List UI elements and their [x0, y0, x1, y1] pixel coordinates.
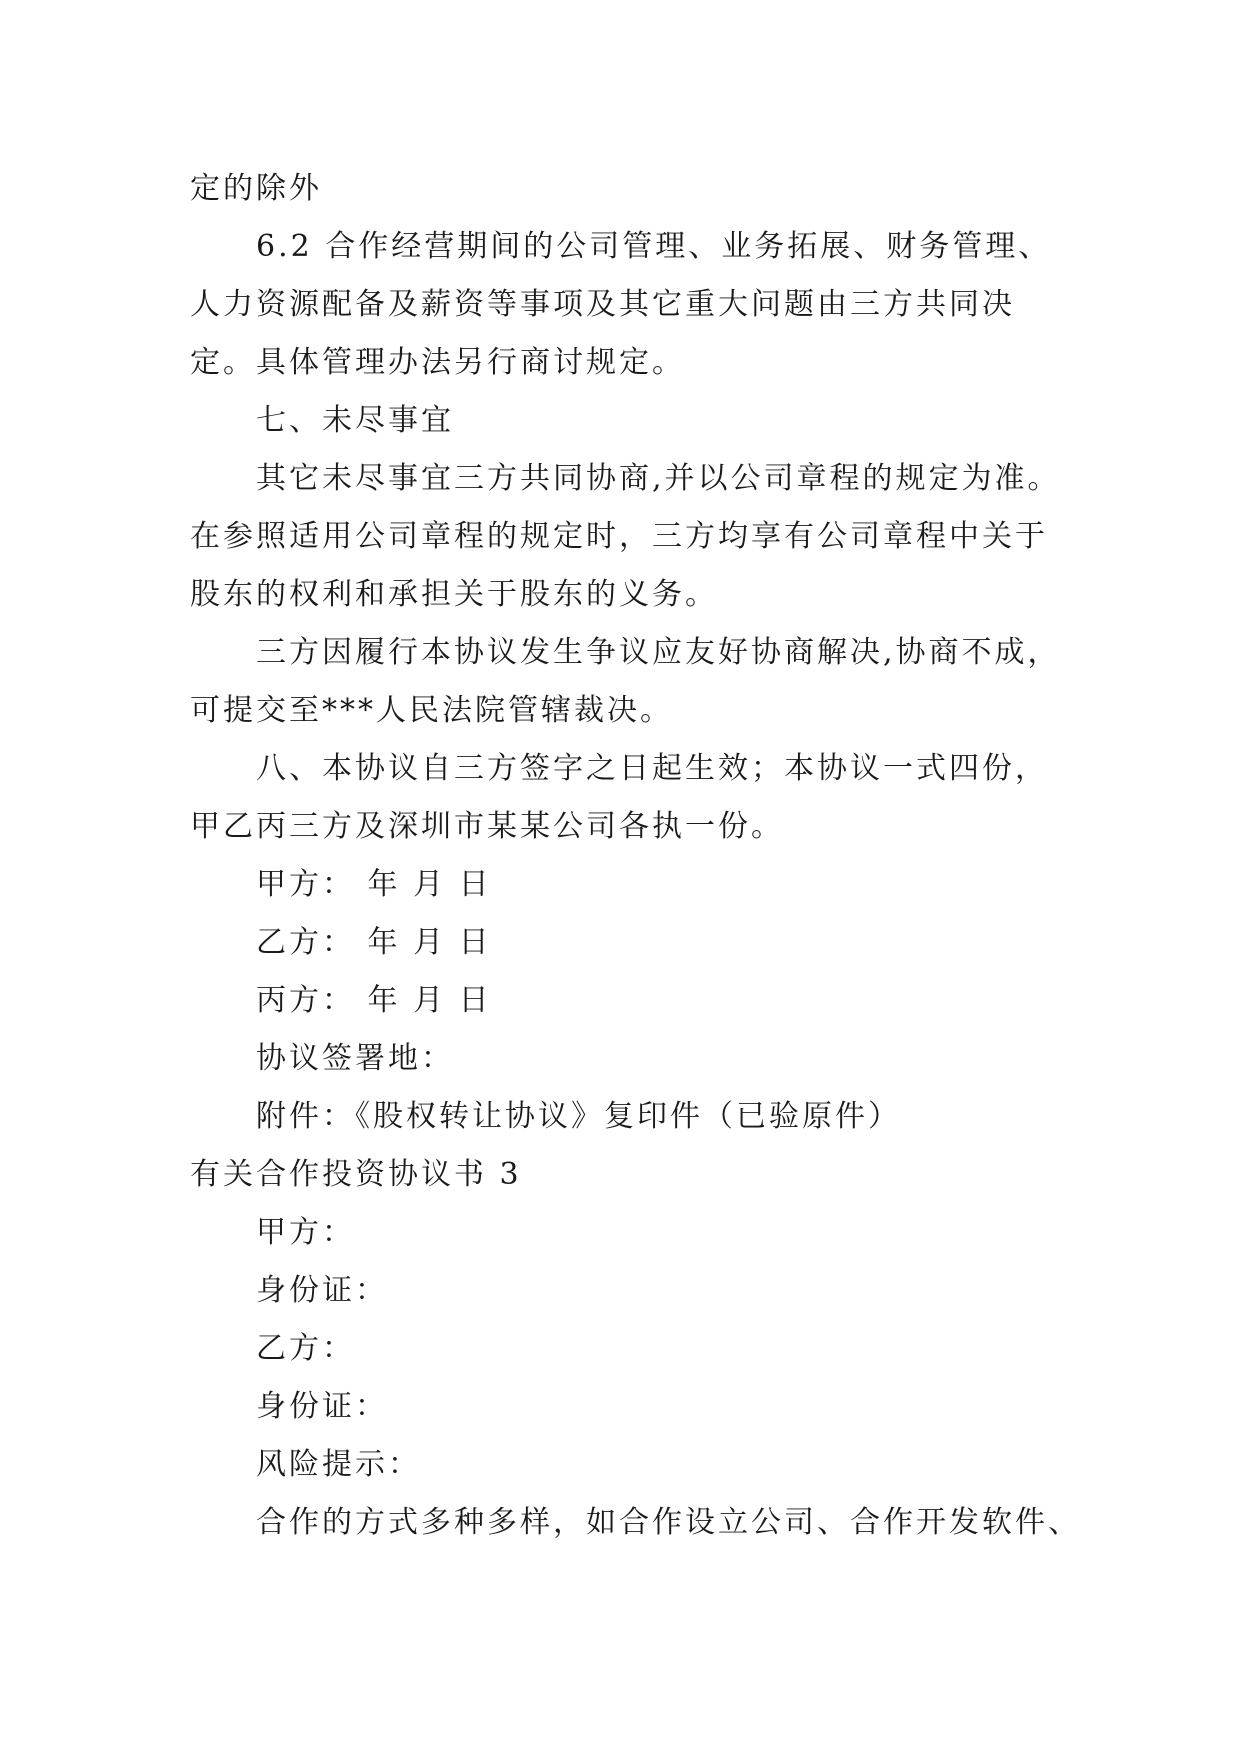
section-heading-8: 八、本协议自三方签字之日起生效；本协议一式四份， [256, 751, 1048, 786]
text-line: 股东的权利和承担关于股东的义务。 [190, 577, 718, 612]
signature-party-b: 乙方： 年 月 日 [256, 925, 492, 960]
text-line: 在参照适用公司章程的规定时，三方均享有公司章程中关于 [190, 519, 1048, 554]
signing-location: 协议签署地： [256, 1041, 454, 1076]
text-line: 人力资源配备及薪资等事项及其它重大问题由三方共同决 [190, 287, 1015, 322]
document-heading: 有关合作投资协议书 3 [190, 1157, 522, 1192]
paragraph-line: 其它未尽事宜三方共同协商,并以公司章程的规定为准。 [256, 461, 1061, 496]
document-body [190, 160, 1081, 1552]
party-b-label: 乙方： [256, 1331, 355, 1366]
risk-warning-heading: 风险提示： [256, 1447, 421, 1482]
text-line: 甲乙丙三方及深圳市某某公司各执一份。 [190, 809, 784, 844]
text-line: 可提交至***人民法院管辖裁决。 [190, 693, 673, 728]
text-line: 定。具体管理办法另行商讨规定。 [190, 345, 685, 380]
paragraph-line: 合作的方式多种多样，如合作设立公司、合作开发软件、 [256, 1505, 1081, 1540]
party-a-label: 甲方： [256, 1215, 355, 1250]
signature-party-a: 甲方： 年 月 日 [256, 867, 492, 902]
attachment-line: 附件：《股权转让协议》复印件（已验原件） [256, 1099, 901, 1134]
section-heading-7: 七、未尽事宜 [256, 403, 454, 438]
id-card-label: 身份证： [256, 1273, 388, 1308]
signature-party-c: 丙方： 年 月 日 [256, 983, 492, 1018]
id-card-label: 身份证： [256, 1389, 388, 1424]
paragraph-line: 三方因履行本协议发生争议应友好协商解决,协商不成， [256, 635, 1061, 670]
text-line: 定的除外 [190, 171, 322, 206]
clause-6-2-line: 6.2 合作经营期间的公司管理、业务拓展、财务管理、 [256, 229, 1052, 264]
